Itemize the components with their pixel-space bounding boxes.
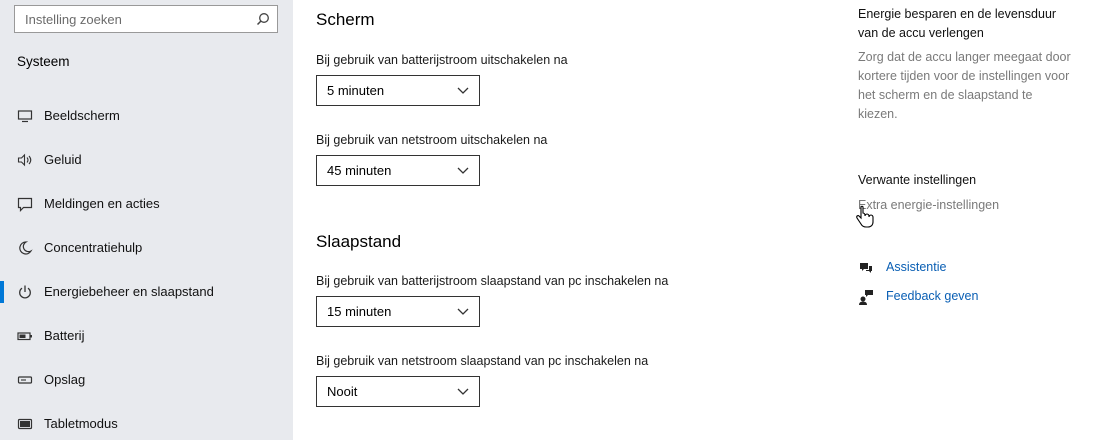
search-input[interactable]: Instelling zoeken [25, 12, 122, 27]
sidebar-item-label: Tabletmodus [44, 416, 118, 431]
notification-icon [17, 196, 33, 212]
section-title-scherm: Scherm [316, 10, 375, 29]
dropdown-value: Nooit [327, 384, 358, 399]
scherm-ac-dropdown[interactable] [316, 155, 480, 186]
sidebar-category-title: Systeem [17, 54, 70, 69]
dropdown-value: 45 minuten [327, 163, 392, 178]
sidebar-item-label: Geluid [44, 152, 82, 167]
monitor-icon [17, 108, 33, 124]
sidebar-item-label: Concentratiehulp [44, 240, 143, 255]
dropdown-value: 15 minuten [327, 304, 392, 319]
chevron-down-icon [457, 165, 469, 175]
hand-cursor-icon [855, 205, 875, 229]
tablet-icon [17, 416, 33, 432]
chevron-down-icon [457, 85, 469, 95]
sidebar [0, 0, 293, 440]
sidebar-item-label: Energiebeheer en slaapstand [44, 284, 214, 299]
sidebar-item-label: Batterij [44, 328, 85, 343]
scherm-ac-label: Bij gebruik van netstroom uitschakelen na [316, 133, 548, 147]
assistance-icon [858, 260, 874, 276]
slaapstand-ac-label: Bij gebruik van netstroom slaapstand van pc inschakelen na [316, 354, 649, 368]
extra-power-settings-link[interactable]: Extra energie-instellingen [858, 198, 1000, 212]
sidebar-item-label: Beeldscherm [44, 108, 120, 123]
power-icon [17, 284, 33, 300]
search-box[interactable] [14, 5, 278, 33]
sidebar-item-opslag[interactable] [0, 360, 293, 400]
tip-title: Energie besparen en de levensduur van de accu verlengen [858, 7, 1057, 40]
scherm-battery-dropdown[interactable] [316, 75, 480, 106]
speaker-icon [17, 152, 33, 168]
sidebar-item-energiebeheer[interactable] [0, 272, 293, 312]
active-indicator [0, 281, 4, 303]
chevron-down-icon [457, 386, 469, 396]
feedback-link[interactable]: Feedback geven [886, 289, 979, 303]
feedback-icon [858, 289, 874, 305]
scherm-battery-label: Bij gebruik van batterijstroom uitschakelen na [316, 53, 568, 67]
tip-body: Zorg dat de accu langer meegaat door kortere tijden voor de instellingen voor het scherm en de slaapstand te kiezen. [858, 50, 1071, 121]
slaapstand-battery-label: Bij gebruik van batterijstroom slaapstand van pc inschakelen na [316, 274, 669, 288]
moon-icon [17, 240, 33, 256]
related-settings-title: Verwante instellingen [858, 173, 977, 187]
battery-icon [17, 328, 33, 344]
sidebar-item-tabletmodus[interactable] [0, 404, 293, 444]
sidebar-item-meldingen[interactable] [0, 184, 293, 224]
sidebar-item-label: Opslag [44, 372, 86, 387]
sidebar-item-beeldscherm[interactable] [0, 96, 293, 136]
storage-icon [17, 372, 33, 388]
assistance-link[interactable]: Assistentie [886, 260, 947, 274]
search-icon[interactable] [256, 12, 270, 26]
sidebar-item-geluid[interactable] [0, 140, 293, 180]
chevron-down-icon [457, 306, 469, 316]
dropdown-value: 5 minuten [327, 83, 385, 98]
slaapstand-battery-dropdown[interactable] [316, 296, 480, 327]
sidebar-item-concentratiehulp[interactable] [0, 228, 293, 268]
sidebar-item-label: Meldingen en acties [44, 196, 160, 211]
slaapstand-ac-dropdown[interactable] [316, 376, 480, 407]
section-title-slaapstand: Slaapstand [316, 232, 402, 251]
sidebar-item-batterij[interactable] [0, 316, 293, 356]
